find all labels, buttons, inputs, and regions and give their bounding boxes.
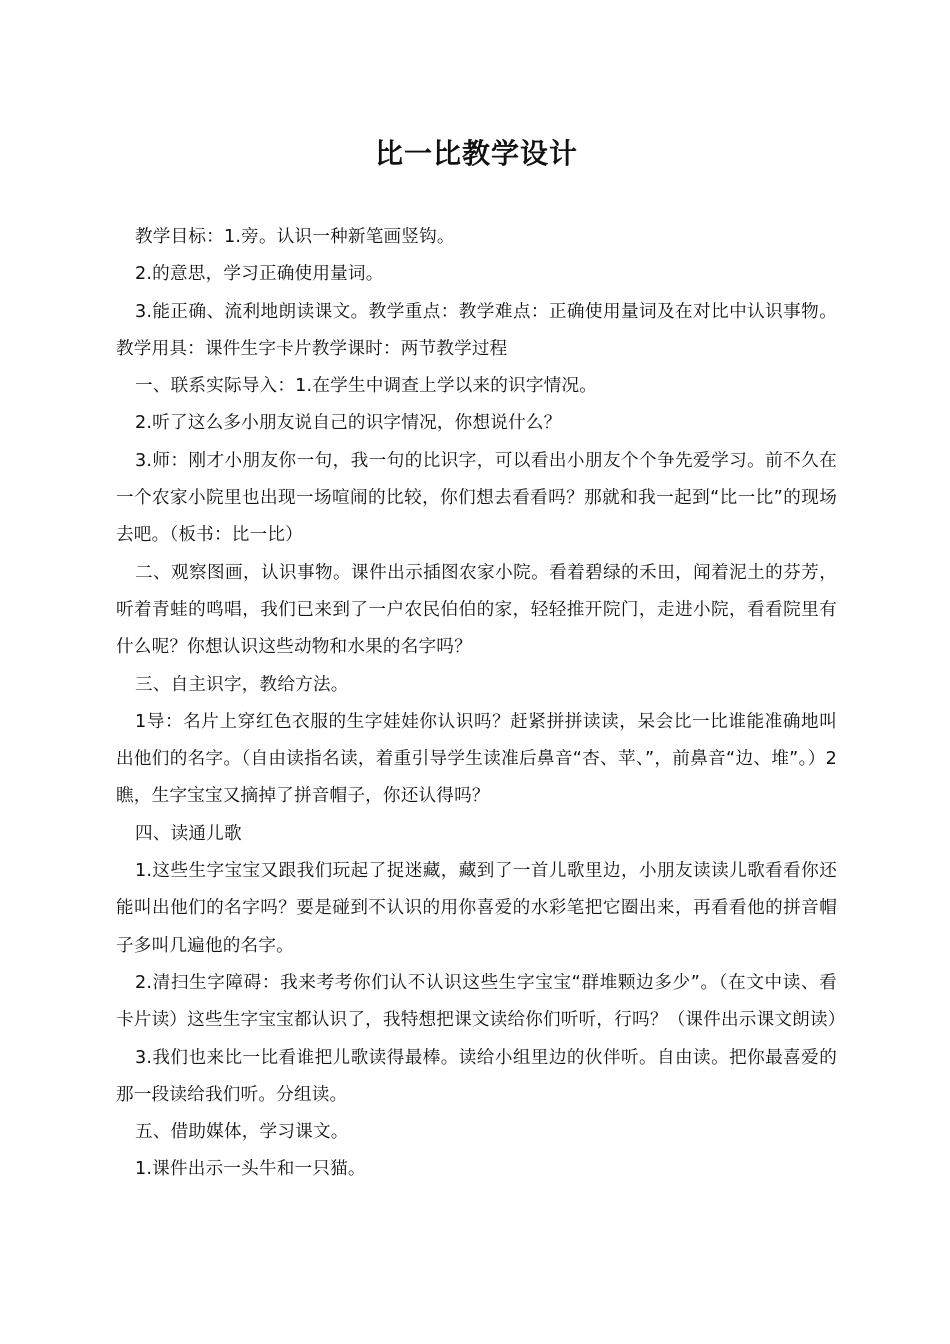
paragraph: 三、自主识字，教给方法。 <box>135 674 349 695</box>
paragraph: 教学目标：1.旁。认识一种新笔画竖钩。 <box>135 227 455 247</box>
paragraph: 五、借助媒体，学习课文。 <box>135 1122 349 1143</box>
paragraph: 1导：名片上穿红色衣服的生字娃娃你认识吗？赶紧拼拼读读，呆会比一比谁能准确地叫出他们的名字。（自由读指名读，着重引导学生读准后鼻音“杏、苹、”，前鼻音“边、堆”。）2瞧，生字宝宝又摘掉了拼音帽子，你还认得吗？ <box>116 711 837 807</box>
paragraph: 2.清扫生字障碍：我来考考你们认不认识这些生字宝宝“群堆颗边多少”。（在文中读、看卡片读）这些生字宝宝都认识了，我特想把课文读给你们听听，行吗？（课件出示课文朗读） <box>116 972 846 1031</box>
paragraph: 3.师：刚才小朋友你一句，我一句的比识字，可以看出小朋友个个争先爱学习。前不久在一个农家小院里也出现一场喧闹的比较，你们想去看看吗？那就和我一起到“比一比”的现场去吧。（板书：比一比） <box>116 450 837 546</box>
paragraph: 3.能正确、流利地朗读课文。教学重点：教学难点：正确使用量词及在对比中认识事物。教学用具：课件生字卡片教学课时：两节教学过程 <box>116 301 837 359</box>
document-body <box>116 219 846 1189</box>
paragraph: 一、联系实际导入：1.在学生中调查上学以来的识字情况。 <box>135 376 598 397</box>
paragraph: 3.我们也来比一比看谁把儿歌读得最棒。读给小组里边的伙伴听。自由读。把你最喜爱的那一段读给我们听。分组读。 <box>116 1047 837 1105</box>
document-title: 比一比教学设计 <box>374 137 578 170</box>
paragraph: 1.课件出示一头牛和一只猫。 <box>135 1159 366 1180</box>
paragraph: 2.的意思，学习正确使用量词。 <box>135 264 384 285</box>
paragraph: 2.听了这么多小朋友说自己的识字情况，你想说什么？ <box>135 413 562 434</box>
paragraph: 四、读通儿歌 <box>135 823 242 844</box>
paragraph: 二、观察图画，认识事物。课件出示插图农家小院。看着碧绿的禾田，闻着泥土的芬芳，听着青蛙的鸣唱，我们已来到了一户农民伯伯的家，轻轻推开院门，走进小院，看看院里有什么呢？你想认识这些动物和水果的名字吗？ <box>116 562 837 658</box>
paragraph: 1.这些生字宝宝又跟我们玩起了捉迷藏，藏到了一首儿歌里边，小朋友读读儿歌看看你还能叫出他们的名字吗？要是碰到不认识的用你喜爱的水彩笔把它圈出来，再看看他的拼音帽子多叫几遍他的名字。 <box>116 861 837 956</box>
